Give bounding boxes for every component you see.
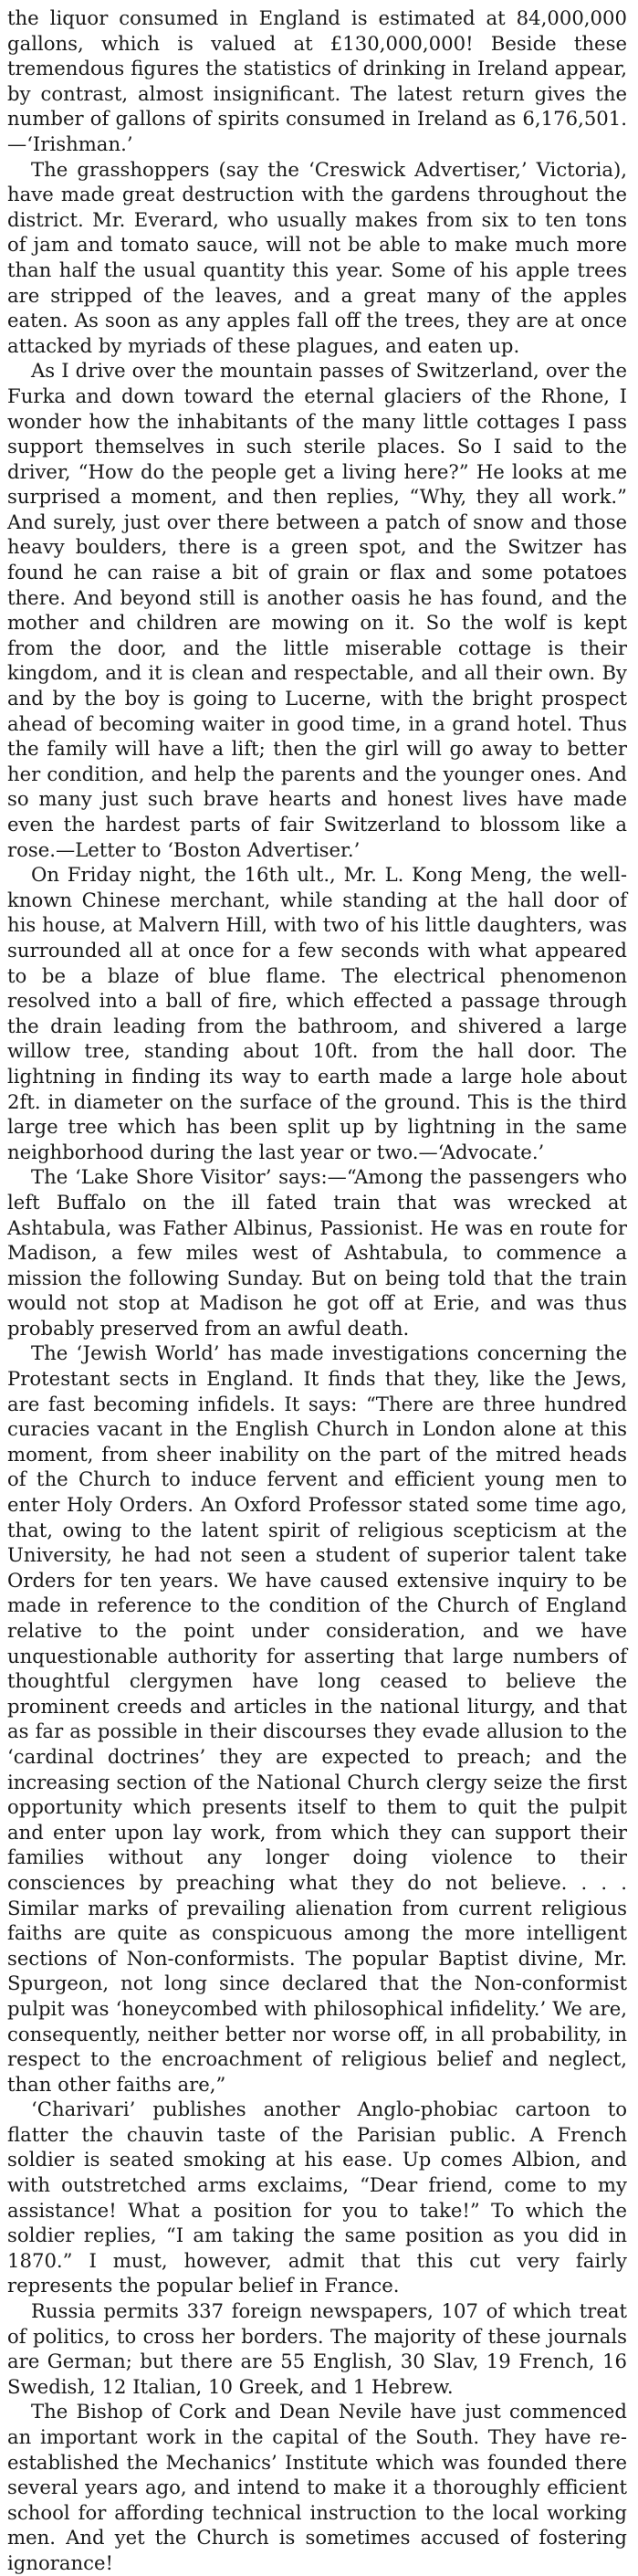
paragraph-bishop-of-cork: The Bishop of Cork and Dean Nevile have just commenced an important work in the capital of the South. They have re-established the Mechanics’ Institute which was founded there several years ago, and intend to make it a thoroughly efficient school for affording technical instruction to the local working men. And yet the Church is sometimes accused of fostering ignorance! — [7, 2400, 627, 2574]
paragraph-grasshoppers: The grasshoppers (say the ‘Creswick Advertiser,’ Victoria), have made great destruction with the gardens throughout the district. Mr. Everard, who usually makes from six to ten tons of jam and tomato sauce, will not be able to make much more than half the usual quantity this year. Some of his apple trees are stripped of the leaves, and a great many of the apples eaten. As soon as any apples fall off the trees, they are at once attacked by myriads of these plagues, and eaten up. — [7, 157, 627, 357]
paragraph-switzerland: As I drive over the mountain passes of Switzerland, over the Furka and down toward the eternal glaciers of the Rhone, I wonder how the inhabitants of the many little cottages I pass support themselves in such sterile places. So I said to the driver, “How do the people get a living here?” He looks at me surprised a moment, and then replies, “Why, they all work.” And surely, just over there between a patch of snow and those heavy boulders, there is a green spot, and the Switzer has found he can raise a bit of grain or flax and some potatoes there. And beyond still is another oasis he has found, and the mother and children are mowing on it. So the wolf is kept from the door, and the little miserable cottage is their kingdom, and it is clean and respectable, and all their own. By and by the boy is going to Lucerne, with the bright prospect ahead of becoming waiter in good time, in a grand hotel. Thus the family will have a lift; then the girl will go away to better her condition, and help the parents and the younger ones. And so many just such brave hearts and honest lives have made even the hardest parts of fair Switzerland to blossom like a rose.—Letter to ‘Boston Advertiser.’ — [7, 359, 627, 861]
paragraph-jewish-world: The ‘Jewish World’ has made investigations concerning the Protestant sects in England. It finds that they, like the Jews, are fast becoming infidels. It says: “There are three hundred curacies vacant in the English Church in London alone at this moment, from sheer inability on the part of the mitred heads of the Church to induce fervent and efficient young men to enter Holy Orders. An Oxford Professor stated some time ago, that, owing to the latent spirit of religious scepticism at the University, he had not seen a student of superior talent take Orders for ten years. We have caused extensive inquiry to be made in reference to the condition of the Church of England relative to the point under consideration, and we have unquestionable authority for asserting that large numbers of thoughtful clergymen have long ceased to believe the prominent creeds and articles in the national liturgy, and that as far as possible in their discourses they evade allusion to the ‘cardinal doctrines’ they are expected to preach; and the increasing section of the National Church clergy seize the first opportunity which presents itself to them to quit the pulpit and enter upon lay work, from which they can support their families without any longer doing violence to their consciences by preaching what they do not believe. . . . Similar marks of prevailing alienation from current religious faiths are quite as conspicuous among the more intelligent sections of Non-conformists. The popular Baptist divine, Mr. Spurgeon, not long since declared that the Non-conformist pulpit was ‘honeycombed with philosophical infidelity.’ We are, consequently, neither better nor worse off, in all probability, in respect to the encroachment of religious belief and neglect, than other faiths are,” — [7, 1341, 627, 2096]
paragraph-russia-newspapers: Russia permits 337 foreign newspapers, 107 of which treat of politics, to cross her borders. The majority of these journals are German; but there are 55 English, 30 Slav, 19 French, 16 Swedish, 12 Italian, 10 Greek, and 1 Hebrew. — [7, 2299, 627, 2398]
paragraph-liquor-statistics: the liquor consumed in England is estimated at 84,000,000 gallons, which is valued at £130,000,000! Beside these tremendous figures the statistics of drinking in Ireland appear, by contrast, almost insignificant. The latest return gives the number of gallons of spirits consumed in Ireland as 6,176,501.—‘Irishman.’ — [7, 6, 627, 155]
paragraph-charivari: ‘Charivari’ publishes another Anglo-phobiac cartoon to flatter the chauvin taste of the Parisian public. A French soldier is seated smoking at his ease. Up comes Albion, and with outstretched arms exclaims, “Dear friend, come to my assistance! What a position for you to take!” To which the soldier replies, “I am taking the same position as you did in 1870.” I must, however, admit that this cut very fairly represents the popular belief in France. — [7, 2098, 627, 2297]
paragraph-lightning: On Friday night, the 16th ult., Mr. L. Kong Meng, the well-known Chinese merchant, while standing at the hall door of his house, at Malvern Hill, with two of his little daughters, was surrounded all at once for a few seconds with what appeared to be a blaze of blue flame. The electrical phenomenon resolved into a ball of fire, which effected a passage through the drain leading from the bathroom, and shivered a large willow tree, standing about 10ft. from the hall door. The lightning in finding its way to earth made a large hole about 2ft. in diameter on the surface of the ground. This is the third large tree which has been split up by lightning in the same neighborhood during the last year or two.—‘Advocate.’ — [7, 863, 627, 1163]
paragraph-lake-shore-visitor: The ‘Lake Shore Visitor’ says:—“Among the passengers who left Buffalo on the ill fated train that was wrecked at Ashtabula, was Father Albinus, Passionist. He was en route for Madison, a few miles west of Ashtabula, to commence a mission the following Sunday. But on being told that the train would not stop at Madison he got off at Erie, and was thus probably preserved from an awful death. — [7, 1165, 627, 1340]
